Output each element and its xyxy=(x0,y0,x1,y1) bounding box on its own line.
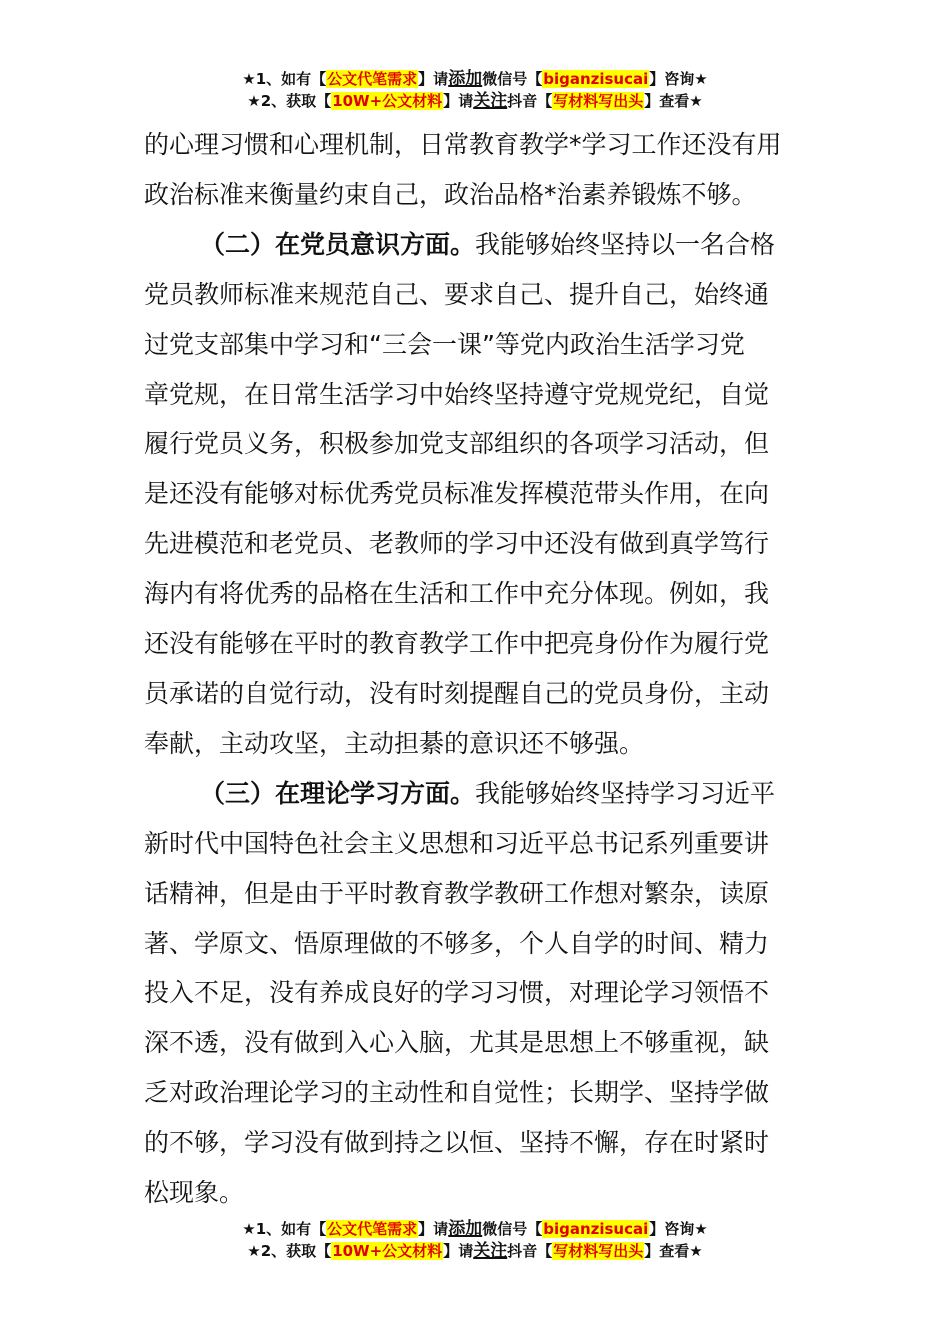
banner-text: 】请 xyxy=(418,1220,449,1238)
banner-text: 】请 xyxy=(418,70,449,88)
banner-line-1 xyxy=(0,68,950,90)
banner-text: 】请 xyxy=(443,1242,474,1260)
text-line: 乏对政治理论学习的主动性和自觉性；长期学、坚持学做 xyxy=(144,1078,770,1108)
underlined-text: 添加 xyxy=(448,69,483,89)
text-line: 新时代中国特色社会主义思想和习近平总书记系列重要讲 xyxy=(144,828,770,858)
text-line xyxy=(144,220,808,270)
text-line: 员承诺的自觉行动，没有时刻提醒自己的党员身份，主动 xyxy=(144,678,770,708)
text-line: 政治标准来衡量约束自己，政治品格*治素养锻炼不够。 xyxy=(144,179,757,209)
text-line: 先进模范和老党员、老教师的学习中还没有做到真学笃行 xyxy=(144,529,770,559)
text-line: 海内有将优秀的品格在生活和工作中充分体现。例如，我 xyxy=(144,579,770,609)
banner-text: ★2、获取【 xyxy=(247,1242,332,1260)
text-run: 我能够始终坚持以一名合格 xyxy=(475,229,776,259)
highlight-text: 公文代笔需求 xyxy=(327,1220,418,1238)
banner-text: 微信号【 xyxy=(482,1220,543,1238)
section-heading: （三）在理论学习方面。 xyxy=(200,778,476,808)
banner-text: 抖音【 xyxy=(507,92,553,110)
section-heading: （二）在党员意识方面。 xyxy=(200,229,476,259)
banner-text: ★1、如有【 xyxy=(242,70,327,88)
banner-line-2 xyxy=(0,90,950,112)
paragraph-1 xyxy=(144,120,808,220)
header-banner xyxy=(0,68,950,112)
text-line: 的心理习惯和心理机制，日常教育教学*学习工作还没有用 xyxy=(144,130,782,159)
banner-text: ★1、如有【 xyxy=(242,1220,327,1238)
highlight-text: 10W+公文材料 xyxy=(332,92,443,110)
underlined-text: 添加 xyxy=(448,1219,483,1239)
douyin-id-highlight: 写材料写出头 xyxy=(553,1242,644,1260)
text-line: 的不够，学习没有做到持之以恒、坚持不懈，存在时紧时 xyxy=(144,1128,770,1158)
banner-text: 】咨询★ xyxy=(649,1220,708,1238)
text-line: 是还没有能够对标优秀党员标准发挥模范带头作用，在向 xyxy=(144,479,770,509)
text-run: 我能够始终坚持学习习近平 xyxy=(475,778,776,808)
banner-text: ★2、获取【 xyxy=(247,92,332,110)
text-line: 奉献，主动攻坚，主动担綦的意识还不够强。 xyxy=(144,728,645,758)
underlined-text: 关注 xyxy=(473,1241,508,1261)
douyin-id-highlight: 写材料写出头 xyxy=(553,92,644,110)
text-line xyxy=(144,769,808,819)
underlined-text: 关注 xyxy=(473,91,508,111)
banner-text: 抖音【 xyxy=(507,1242,553,1260)
wechat-id-highlight: biganzisucai xyxy=(543,70,649,88)
text-line: 党员教师标准来规范自己、要求自己、提升自己，始终通 xyxy=(144,279,770,309)
text-line: 履行党员义务，积极参加党支部组织的各项学习活动，但 xyxy=(144,429,770,459)
text-line: 深不透，没有做到入心入脑，尤其是思想上不够重视，缺 xyxy=(144,1028,770,1058)
text-line: 章党规，在日常生活学习中始终坚持遵守党规党纪，自觉 xyxy=(144,379,770,409)
text-line: 投入不足，没有养成良好的学习习惯，对理论学习领悟不 xyxy=(144,978,770,1008)
text-line: 话精神，但是由于平时教育教学教研工作想对繁杂，读原 xyxy=(144,878,770,908)
text-line: 松现象。 xyxy=(144,1178,245,1208)
banner-line-2 xyxy=(0,1240,950,1262)
banner-text: 】咨询★ xyxy=(649,70,708,88)
paragraph-2 xyxy=(144,220,808,769)
paragraph-3 xyxy=(144,769,808,1218)
highlight-text: 公文代笔需求 xyxy=(327,70,418,88)
text-line: 过党支部集中学习和“三会一课”等党内政治生活学习党 xyxy=(144,329,745,359)
text-line: 还没有能够在平时的教育教学工作中把亮身份作为履行党 xyxy=(144,629,770,659)
document-body xyxy=(144,120,808,1218)
highlight-text: 10W+公文材料 xyxy=(332,1242,443,1260)
wechat-id-highlight: biganzisucai xyxy=(543,1220,649,1238)
banner-text: 】查看★ xyxy=(644,92,703,110)
banner-text: 】请 xyxy=(443,92,474,110)
banner-line-1 xyxy=(0,1218,950,1240)
banner-text: 微信号【 xyxy=(482,70,543,88)
banner-text: 】查看★ xyxy=(644,1242,703,1260)
text-line: 著、学原文、悟原理做的不够多，个人自学的时间、精力 xyxy=(144,928,770,958)
footer-banner xyxy=(0,1218,950,1262)
